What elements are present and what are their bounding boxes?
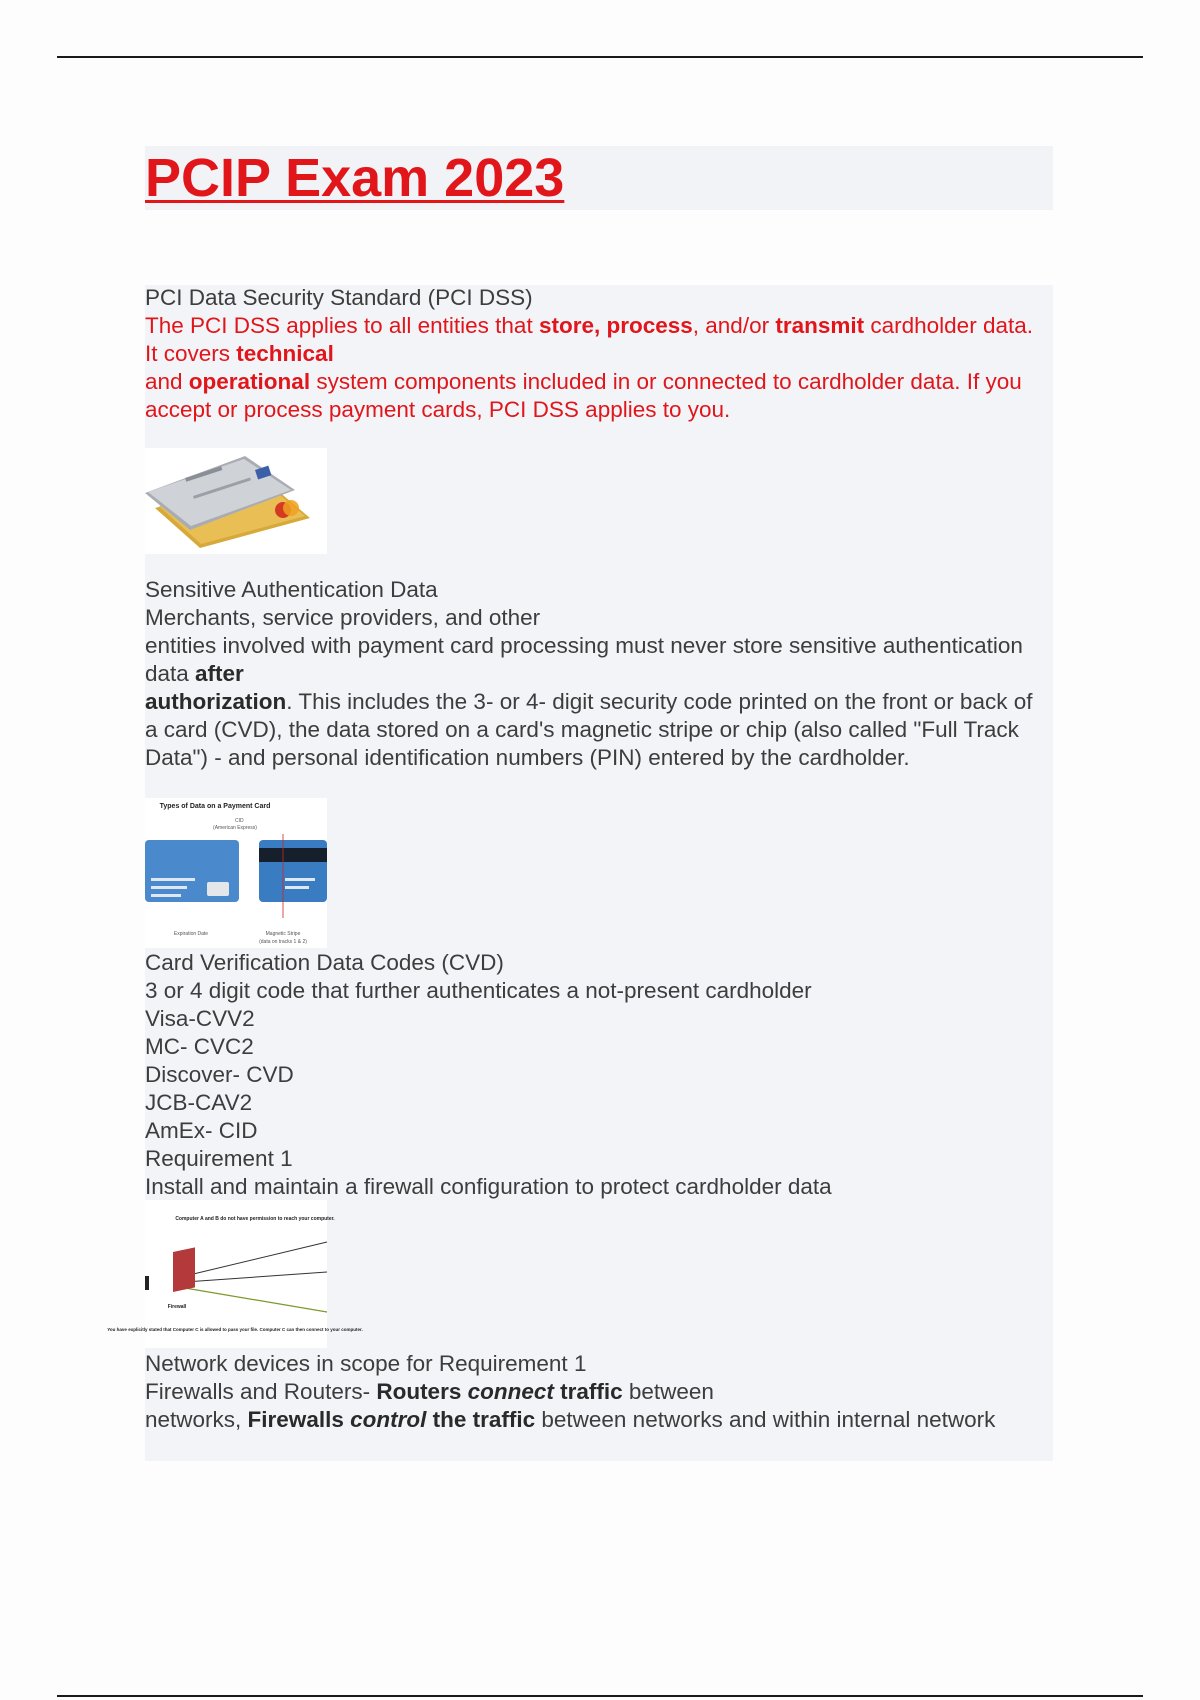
pci-dss-heading: PCI Data Security Standard (PCI DSS) bbox=[145, 285, 533, 310]
card-data-types-image bbox=[145, 798, 327, 948]
cvd-section bbox=[145, 949, 1050, 1201]
card-image-left-label: Expiration Date bbox=[173, 931, 209, 937]
network-bold-control: control bbox=[350, 1407, 427, 1432]
dss-bold-technical: technical bbox=[236, 341, 334, 366]
firewall-image-bottom-text: You have explicitly stated that Computer C is allowed to pass your file. Computer C can then connect to your computer. bbox=[107, 1327, 363, 1332]
header-rule bbox=[57, 56, 1143, 58]
card-image-right-sub: (data on tracks 1 & 2) bbox=[259, 939, 307, 945]
requirement-heading: Requirement 1 bbox=[145, 1146, 293, 1171]
sad-section bbox=[145, 576, 1050, 772]
network-bold-traffic: traffic bbox=[553, 1379, 623, 1404]
sad-rest: . This includes the 3- or 4- digit security code printed on the front or back of a card (CVD), the data stored on a card's magnetic stripe or chip (also called "Full Track Data") - and personal identification numbers (PIN) entered by the cardholder. bbox=[145, 689, 1033, 770]
network-bold-firewalls: Firewalls bbox=[247, 1407, 351, 1432]
cvd-code: Visa-CVV2 bbox=[145, 1006, 255, 1031]
network-bold-routers: Routers bbox=[376, 1379, 468, 1404]
sad-bold-after: after bbox=[195, 661, 244, 686]
network-bold-the-traffic: the traffic bbox=[426, 1407, 536, 1432]
cvd-heading: Card Verification Data Codes (CVD) bbox=[145, 950, 504, 975]
sad-line-2 bbox=[145, 632, 1050, 688]
firewall-image-top-text: Computer A and B do not have permission to reach your computer. bbox=[175, 1216, 335, 1222]
network-text-4: between networks and within internal network bbox=[535, 1407, 996, 1432]
network-text-2: between bbox=[622, 1379, 714, 1404]
dss-text-5: system components included in or connected to cardholder data. If you accept or process payment cards, PCI DSS applies to you. bbox=[145, 369, 1022, 422]
dss-text-1: The PCI DSS applies to all entities that bbox=[145, 313, 539, 338]
card-image-caption: Types of Data on a Payment Card bbox=[159, 803, 271, 810]
cvd-code: Discover- CVD bbox=[145, 1062, 294, 1087]
credit-cards-image bbox=[145, 448, 327, 554]
sad-heading: Sensitive Authentication Data bbox=[145, 577, 438, 602]
firewall-diagram-image bbox=[107, 1200, 363, 1348]
network-text-1: Firewalls and Routers- bbox=[145, 1379, 377, 1404]
card-image-right-label: Magnetic Stripe bbox=[265, 931, 301, 937]
card-image-sub: (American Express) bbox=[213, 825, 257, 831]
page-title: PCIP Exam 2023 bbox=[145, 148, 565, 208]
sad-text: entities involved with payment card processing must never store sensitive authentication data bbox=[145, 633, 1023, 686]
dss-text-2: , and/or bbox=[692, 313, 776, 338]
dss-text-4: and bbox=[145, 369, 189, 394]
network-heading: Network devices in scope for Requirement 1 bbox=[145, 1351, 587, 1376]
sad-line-1: Merchants, service providers, and other bbox=[145, 605, 541, 630]
card-image-cid: CID bbox=[235, 818, 244, 824]
cvd-description: 3 or 4 digit code that further authenticates a not-present cardholder bbox=[145, 978, 812, 1003]
pci-dss-description-cont bbox=[145, 368, 1050, 424]
dss-bold-transmit: transmit bbox=[775, 313, 865, 338]
cvd-code: JCB-CAV2 bbox=[145, 1090, 253, 1115]
dss-text-3: cardholder data. It covers bbox=[145, 313, 1033, 366]
requirement-description: Install and maintain a firewall configuration to protect cardholder data bbox=[145, 1174, 832, 1199]
cvd-code: AmEx- CID bbox=[145, 1118, 258, 1143]
cvd-code: MC- CVC2 bbox=[145, 1034, 254, 1059]
network-bold-connect: connect bbox=[467, 1379, 554, 1404]
network-devices-section bbox=[145, 1350, 1050, 1434]
network-text-3: networks, bbox=[145, 1407, 248, 1432]
footer-rule bbox=[57, 1695, 1143, 1697]
sad-bold-authorization: authorization bbox=[145, 689, 287, 714]
dss-bold-store-process: store, process bbox=[538, 313, 693, 338]
firewall-image-label: Firewall bbox=[167, 1304, 187, 1310]
network-line-1 bbox=[145, 1378, 1050, 1406]
dss-bold-operational: operational bbox=[188, 369, 311, 394]
pci-dss-section bbox=[145, 284, 1050, 424]
network-line-2 bbox=[145, 1406, 1050, 1434]
pci-dss-description bbox=[145, 312, 1050, 368]
sad-line-3 bbox=[145, 688, 1050, 772]
